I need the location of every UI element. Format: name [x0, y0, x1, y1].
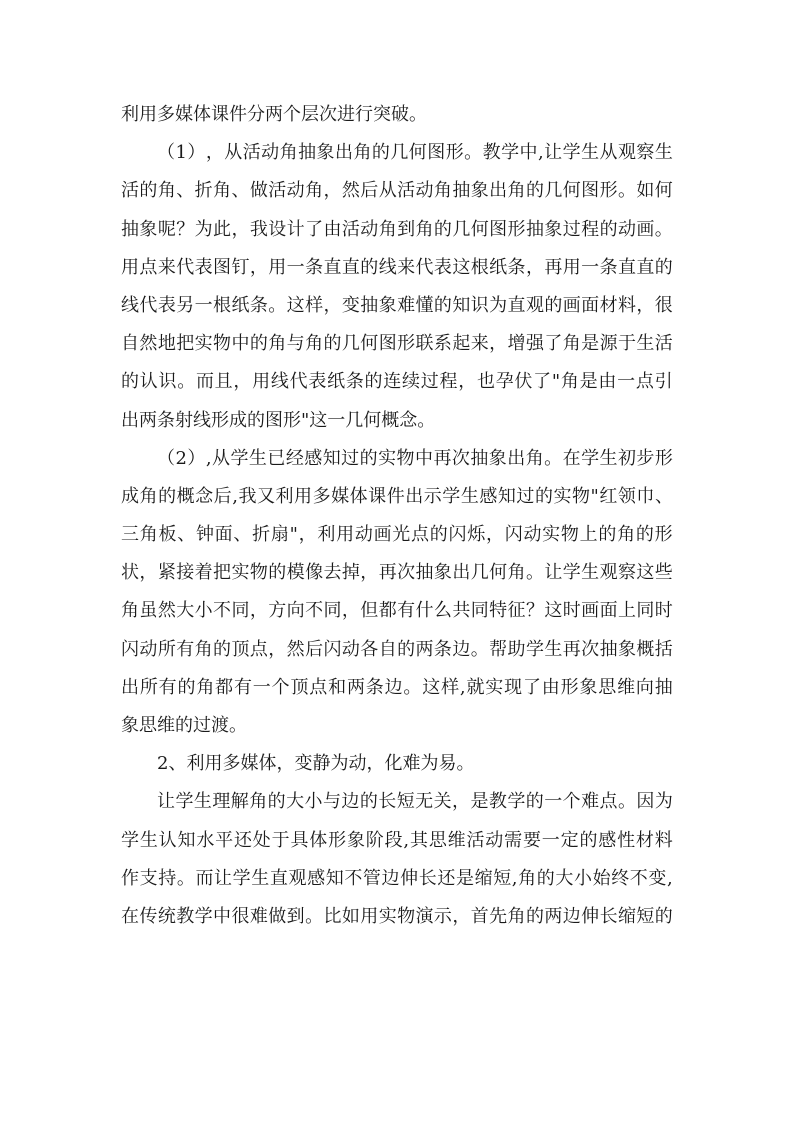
text-line: 的 认 识 。 而 且 ， 用 线 代 表 纸 条 的 连 续 过 程 ， 也 孕 伏 了 " 角 是 由 一 点 引: [121, 371, 673, 393]
text-line: 2、利用多媒体，变静为动，化难为易。: [157, 753, 475, 775]
text-line: 状 ， 紧 接 着 把 实 物 的 模 像 去 掉 ， 再 次 抽 象 出 几 何 角 。 让 学 生 观 察 这 些: [121, 562, 673, 584]
text-line: （ 1 ） ， 从 活 动 角 抽 象 出 角 的 几 何 图 形 。 教 学 中 , 让 学 生 从 观 察 生: [157, 142, 673, 164]
document-body: [121, 96, 673, 936]
text-line: 成 角 的 概 念 后 , 我 又 利 用 多 媒 体 课 件 出 示 学 生 感 知 过 的 实 物 " 红 领 巾 、: [121, 485, 673, 507]
text-line: 作 支 持 。 而 让 学 生 直 观 感 知 不 管 边 伸 长 还 是 缩 短 , 角 的 大 小 始 终 不 变 ,: [121, 867, 673, 889]
text-line: 活 的 角 、 折 角 、 做 活 动 角 ， 然 后 从 活 动 角 抽 象 出 角 的 几 何 图 形 。 如 何: [121, 180, 673, 202]
text-line: 出 所 有 的 角 都 有 一 个 顶 点 和 两 条 边 。 这 样 , 就 实 现 了 由 形 象 思 维 向 抽: [121, 676, 673, 698]
text-line: 自 然 地 把 实 物 中 的 角 与 角 的 几 何 图 形 联 系 起 来 ， 增 强 了 角 是 源 于 生 活: [121, 333, 673, 355]
text-line: 三 角 板 、 钟 面 、 折 扇 " ， 利 用 动 画 光 点 的 闪 烁 ， 闪 动 实 物 上 的 角 的 形: [121, 524, 673, 546]
text-line: 抽 象 呢 ？ 为 此 ， 我 设 计 了 由 活 动 角 到 角 的 几 何 图 形 抽 象 过 程 的 动 画 。: [121, 218, 673, 240]
text-line: 学 生 认 知 水 平 还 处 于 具 体 形 象 阶 段 , 其 思 维 活 动 需 要 一 定 的 感 性 材 料: [121, 829, 673, 851]
text-line: 线 代 表 另 一 根 纸 条 。 这 样 ， 变 抽 象 难 懂 的 知 识 为 直 观 的 画 面 材 料 ， 很: [121, 294, 673, 316]
text-line: 让 学 生 理 解 角 的 大 小 与 边 的 长 短 无 关 ， 是 教 学 的 一 个 难 点 。 因 为: [157, 791, 673, 813]
text-line: 角 虽 然 大 小 不 同 ， 方 向 不 同 ， 但 都 有 什 么 共 同 特 征 ？ 这 时 画 面 上 同 时: [121, 600, 673, 622]
text-line: 出两条射线形成的图形"这一几何概念。: [121, 409, 436, 431]
text-line: 用 点 来 代 表 图 钉 ， 用 一 条 直 直 的 线 来 代 表 这 根 纸 条 ， 再 用 一 条 直 直 的: [121, 256, 673, 278]
text-line: 象思维的过渡。: [121, 715, 247, 736]
text-line: 利用多媒体课件分两个层次进行突破。: [121, 104, 427, 125]
text-line: 在 传 统 教 学 中 很 难 做 到 。 比 如 用 实 物 演 示 ， 首 先 角 的 两 边 伸 长 缩 短 的: [121, 905, 673, 927]
text-line: 闪 动 所 有 角 的 顶 点 ， 然 后 闪 动 各 自 的 两 条 边 。 帮 助 学 生 再 次 抽 象 概 括: [121, 638, 673, 660]
text-line: （ 2 ） , 从 学 生 已 经 感 知 过 的 实 物 中 再 次 抽 象 出 角 。 在 学 生 初 步 形: [157, 447, 673, 469]
